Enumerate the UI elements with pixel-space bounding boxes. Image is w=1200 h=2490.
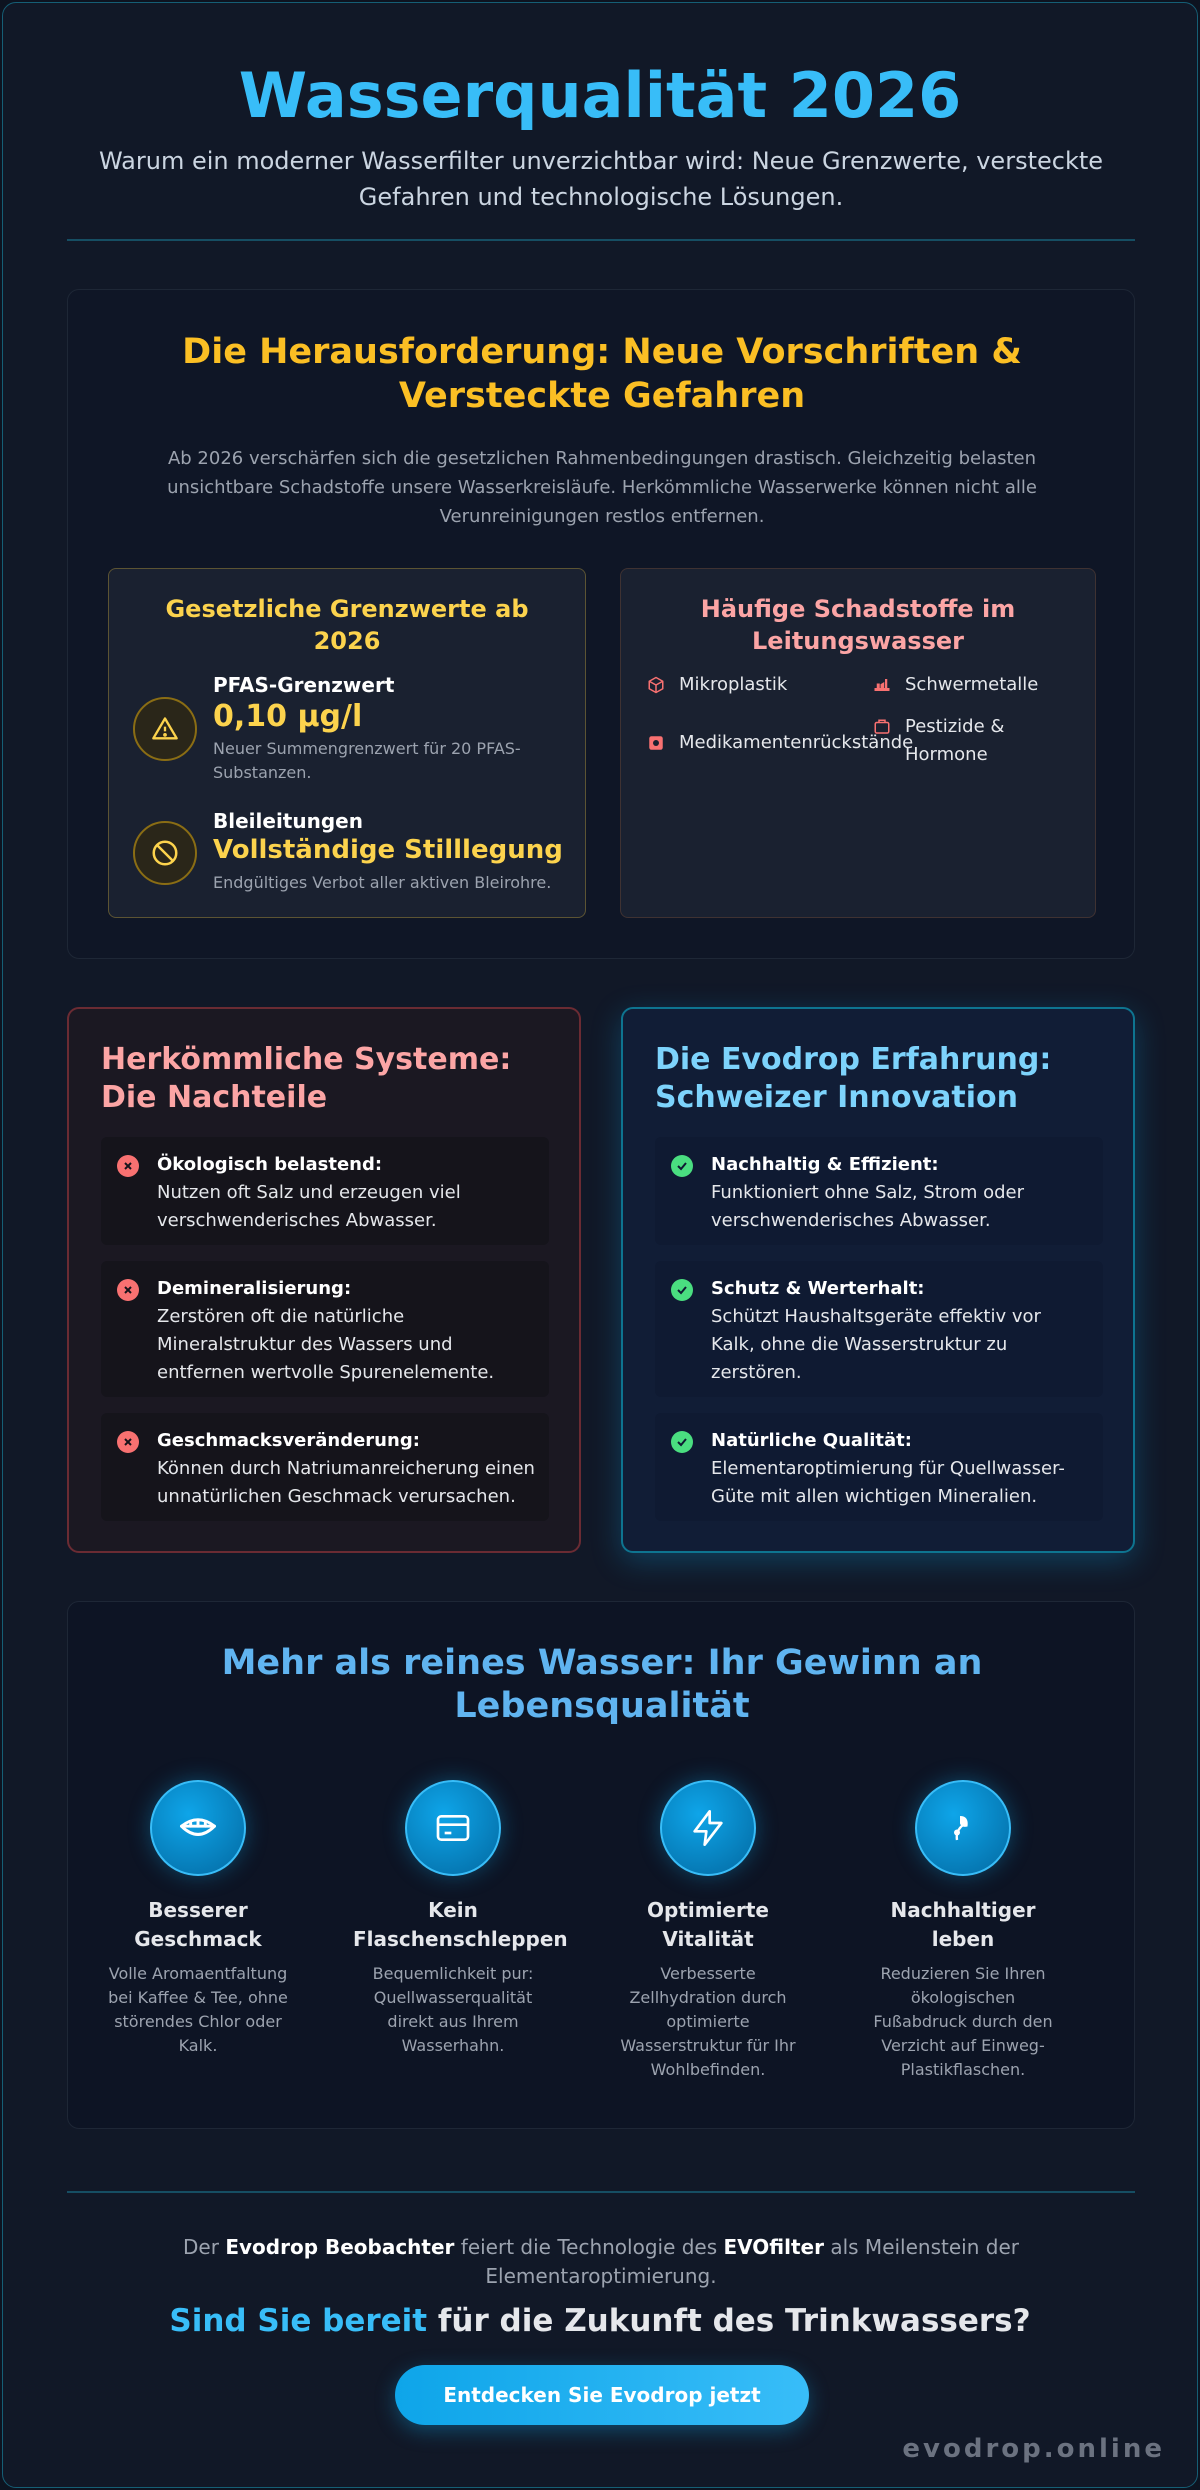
benefit-title: Kein Flaschenschleppen [353, 1898, 568, 1951]
divider [67, 2191, 1135, 2193]
item-text: Elementaroptimierung für Quellwasser-Güte mit allen wichtigen Mineralien. [711, 1458, 1065, 1507]
leaf-icon [915, 1780, 1011, 1876]
lead-label: Bleileitungen [213, 809, 363, 833]
item-text: Nutzen oft Salz und erzeugen viel verschwenderisches Abwasser. [157, 1182, 461, 1231]
limits-title: Gesetzliche Grenzwerte ab 2026 [165, 595, 529, 655]
pfas-value: 0,10 µg/l [213, 699, 363, 734]
item-heading: Natürliche Qualität: [711, 1430, 912, 1451]
benefit-item [608, 1780, 808, 2082]
lead-value: Vollständige Stilllegung [213, 835, 563, 865]
challenge-text: Ab 2026 verschärfen sich die gesetzlichen Rahmenbedingungen drastisch. Gleichzeitig belasten unsichtbare Schadstoffe unsere Wasserkreisläufe. Herkömmliche Wasserwerke können nicht alle Verunreinigungen restlos entfernen. [167, 448, 1037, 527]
pfas-label: PFAS-Grenzwert [213, 673, 395, 697]
benefit-text: Verbesserte Zellhydration durch optimierte Wasserstruktur für Ihr Wohlbefinden. [620, 1964, 796, 2079]
ban-icon [133, 821, 197, 885]
item-text: Können durch Natriumanreicherung einen unnatürlichen Geschmack verursachen. [157, 1458, 535, 1507]
benefit-text: Reduzieren Sie Ihren ökologischen Fußabdruck durch den Verzicht auf Einweg-Plastikflaschen. [873, 1964, 1053, 2079]
benefit-item [863, 1780, 1063, 2082]
pollutants-title: Häufige Schadstoffe im Leitungswasser [700, 595, 1016, 655]
conventional-title: Herkömmliche Systeme: Die Nachteile [101, 1042, 512, 1115]
warning-icon [133, 697, 197, 761]
benefit-text: Volle Aromaentfaltung bei Kaffee & Tee, ohne störendes Chlor oder Kalk. [108, 1964, 288, 2055]
item-heading: Geschmacksveränderung: [157, 1430, 420, 1451]
evodrop-title: Die Evodrop Erfahrung: Schweizer Innovation [655, 1042, 1052, 1115]
footer-highlight: EVOfilter [723, 2235, 824, 2259]
page [2, 2, 1198, 2488]
card-icon [405, 1780, 501, 1876]
item-text: Funktioniert ohne Salz, Strom oder verschwenderisches Abwasser. [711, 1182, 1024, 1231]
check-circle-icon [671, 1279, 693, 1301]
pill-icon [647, 734, 665, 752]
footer-question [3, 2303, 1197, 2339]
footer-text-part: Der [183, 2235, 226, 2259]
limits-card [108, 568, 586, 918]
item-heading: Schutz & Werterhalt: [711, 1278, 925, 1299]
pollutant-item [873, 671, 1038, 699]
benefit-title: Nachhaltiger leben [890, 1898, 1036, 1951]
evodrop-card [621, 1007, 1135, 1553]
discover-evodrop-button[interactable]: Entdecken Sie Evodrop jetzt [395, 2365, 809, 2425]
benefit-item [98, 1780, 298, 2058]
benefits-section [67, 1601, 1135, 2129]
benefit-title: Besserer Geschmack [134, 1898, 262, 1951]
page-title: Wasserqualität 2026 [238, 59, 962, 132]
page-subtitle: Warum ein moderner Wasserfilter unverzichtbar wird: Neue Grenzwerte, versteckte Gefahren und technologische Lösungen. [98, 147, 1104, 211]
pollutant-item [873, 713, 1073, 769]
check-circle-icon [671, 1155, 693, 1177]
pollutant-label: Medikamentenrückstände [679, 732, 914, 753]
pollutant-label: Pestizide & Hormone [905, 716, 1005, 765]
cube-icon [647, 676, 665, 694]
pfas-desc: Neuer Summengrenzwert für 20 PFAS-Substanzen. [213, 739, 521, 782]
x-circle-icon [117, 1155, 139, 1177]
conventional-item [101, 1137, 549, 1245]
x-circle-icon [117, 1279, 139, 1301]
item-heading: Demineralisierung: [157, 1278, 352, 1299]
mouth-icon [150, 1780, 246, 1876]
item-heading: Nachhaltig & Effizient: [711, 1154, 939, 1175]
footer-text [143, 2233, 1059, 2291]
benefit-text: Bequemlichkeit pur: Quellwasserqualität direkt aus Ihrem Wasserhahn. [372, 1964, 534, 2055]
check-circle-icon [671, 1431, 693, 1453]
pollutant-item [647, 671, 787, 699]
challenge-title: Die Herausforderung: Neue Vorschriften & Versteckte Gefahren [182, 332, 1022, 416]
pollutants-card [620, 568, 1096, 918]
footer-text-part: als Meilenstein der Elementaroptimierung. [485, 2235, 1019, 2288]
evodrop-item [655, 1413, 1103, 1521]
lead-desc: Endgültiges Verbot aller aktiven Bleirohre. [213, 873, 552, 892]
pollutant-label: Schwermetalle [905, 674, 1039, 695]
bolt-icon [660, 1780, 756, 1876]
benefit-item [353, 1780, 568, 2058]
item-heading: Ökologisch belastend: [157, 1154, 383, 1175]
factory-icon [873, 676, 891, 694]
footer-question-part: für die Zukunft des Trinkwassers? [437, 2303, 1031, 2339]
challenge-section [67, 289, 1135, 959]
benefits-title: Mehr als reines Wasser: Ihr Gewinn an Lebensqualität [221, 1643, 983, 1726]
item-text: Zerstören oft die natürliche Mineralstruktur des Wassers und entfernen wertvolle Spurenelemente. [157, 1306, 495, 1383]
footer-question-part: Sind Sie bereit [169, 2303, 438, 2339]
evodrop-item [655, 1261, 1103, 1397]
footer-highlight: Evodrop Beobachter [225, 2235, 455, 2259]
pollutant-label: Mikroplastik [679, 674, 788, 695]
x-circle-icon [117, 1431, 139, 1453]
conventional-item [101, 1261, 549, 1397]
conventional-card [67, 1007, 581, 1553]
divider [67, 239, 1135, 241]
flask-icon [873, 718, 891, 736]
brand-watermark: evodrop.online [902, 2434, 1165, 2464]
benefit-title: Optimierte Vitalität [647, 1898, 769, 1951]
footer-text-part: feiert die Technologie des [454, 2235, 724, 2259]
conventional-item [101, 1413, 549, 1521]
evodrop-item [655, 1137, 1103, 1245]
item-text: Schützt Haushaltsgeräte effektiv vor Kalk, ohne die Wasserstruktur zu zerstören. [711, 1306, 1041, 1383]
